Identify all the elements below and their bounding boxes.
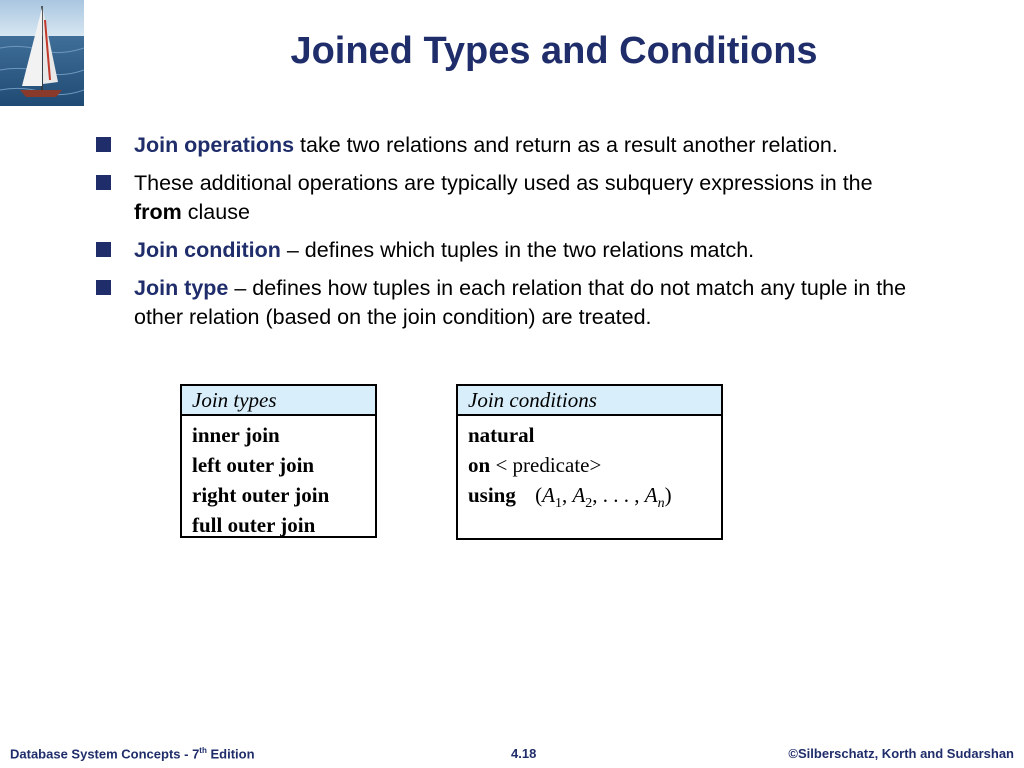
keyword-from: from (134, 200, 182, 224)
term-join-operations: Join operations (134, 133, 295, 157)
join-conditions-header: Join conditions (458, 386, 721, 416)
bullet-text: – defines which tuples in the two relations match. (280, 238, 755, 262)
square-bullet-icon (96, 175, 111, 190)
bullet-text: clause (181, 200, 250, 224)
bullet-join-operations (96, 131, 916, 160)
footer-page-number: 4.18 (511, 746, 537, 761)
square-bullet-icon (96, 137, 111, 152)
footer-copyright: ©Silberschatz, Korth and Sudarshan (788, 746, 1014, 761)
join-types-table (180, 384, 377, 538)
bullet-list (96, 131, 916, 341)
join-types-header: Join types (182, 386, 375, 416)
bullet-text: take two relations and return as a result another relation. (294, 133, 838, 157)
page-title: Joined Types and Conditions (290, 30, 818, 72)
condition-on (468, 450, 711, 480)
keyword-using: using (468, 483, 516, 507)
square-bullet-icon (96, 242, 111, 257)
join-conditions-table (456, 384, 723, 540)
keyword-on: on (468, 453, 491, 477)
condition-using (468, 480, 711, 519)
bullet-join-condition (96, 236, 916, 265)
join-type-row: left outer join (192, 453, 315, 477)
bullet-text: These additional operations are typically used as subquery expressions in the (134, 171, 873, 195)
bullet-additional-operations (96, 169, 916, 227)
using-attribute-list: ($A_1$, $A_2$, . . . , $A_n$) (535, 483, 672, 512)
sailboat-logo (0, 0, 84, 106)
term-join-condition: Join condition (134, 238, 281, 262)
term-join-type: Join type (134, 276, 229, 300)
bullet-join-type (96, 274, 916, 332)
condition-natural: natural (468, 423, 535, 447)
join-type-row: inner join (192, 423, 280, 447)
join-type-row: full outer join (192, 513, 316, 537)
predicate-arg: < predicate> (495, 453, 602, 477)
footer-edition: Database System Concepts - 7th Edition (10, 746, 255, 762)
join-type-row: right outer join (192, 483, 330, 507)
bullet-text: – defines how tuples in each relation that do not match any tuple in the other relation (based on the join condition) are treated. (134, 276, 907, 329)
square-bullet-icon (96, 280, 111, 295)
